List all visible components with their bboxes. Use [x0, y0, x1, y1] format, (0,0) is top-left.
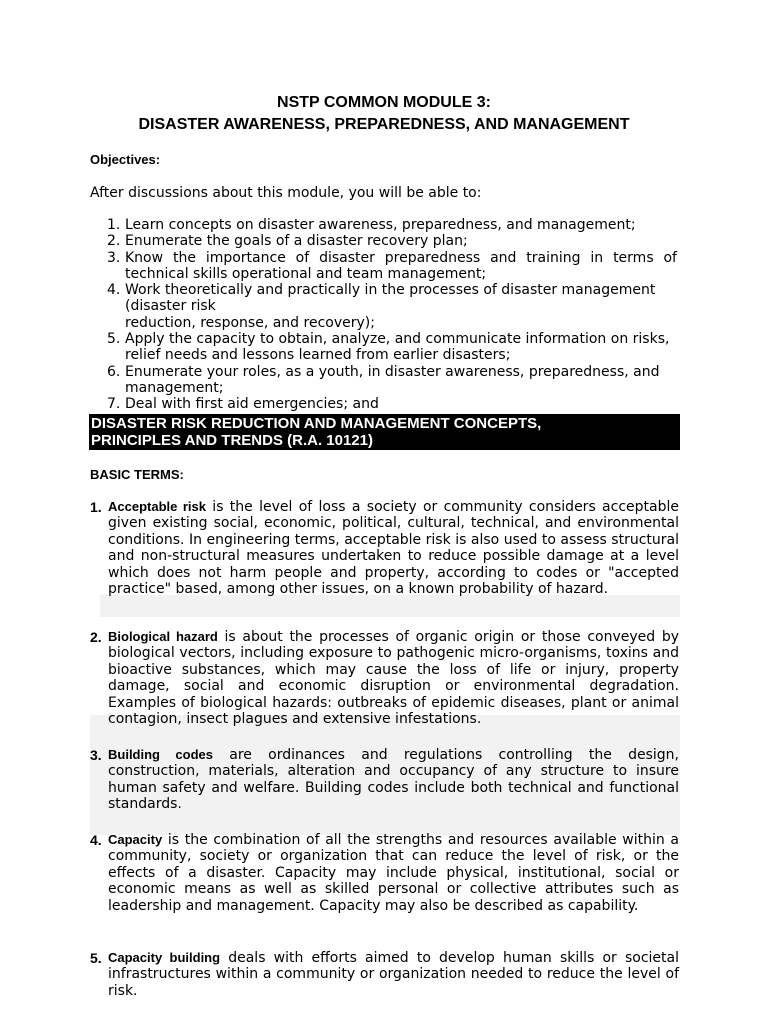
objective-number: 3.	[107, 249, 121, 266]
term-name: Acceptable risk	[108, 499, 206, 514]
section-heading-line-1: DISASTER RISK REDUCTION AND MANAGEMENT CONCEPTS,	[91, 415, 542, 432]
objective-item	[107, 217, 677, 233]
term-entry	[90, 499, 679, 597]
objective-text: Enumerate the goals of a disaster recovery plan;	[125, 233, 468, 250]
term-name: Capacity building	[108, 950, 221, 965]
objective-item	[107, 282, 677, 315]
section-heading-bar	[89, 414, 680, 450]
objectives-intro: After discussions about this module, you will be able to:	[90, 185, 482, 201]
objective-item	[107, 233, 677, 249]
objective-number: 2.	[107, 233, 121, 250]
term-definition: is the combination of all the strengths and resources available within a community, society or organization that can reduce the level of risk, or the effects of a disaster. Capacity may include physical, institutional, social or economic means as well as skilled personal or collective attributes such as leadership and management. Capacity may also be described as capability.	[108, 832, 679, 914]
objective-text: reduction, response, and recovery);	[125, 314, 375, 331]
objective-number: 1.	[107, 217, 121, 233]
objective-item	[107, 250, 677, 283]
page-shading	[100, 595, 680, 617]
objectives-heading: Objectives:	[90, 152, 161, 167]
term-number: 2.	[90, 629, 102, 645]
term-definition: are ordinances and regulations controlling the design, construction, materials, alteration and occupancy of any structure to insure human safety and welfare. Building codes include both technical and functional standards.	[108, 747, 680, 813]
objective-text: Deal with first aid emergencies; and	[125, 396, 379, 413]
objective-text: Learn concepts on disaster awareness, preparedness, and management;	[125, 217, 636, 233]
term-entry	[90, 832, 679, 914]
term-body	[108, 832, 679, 914]
document-title-line-2: DISASTER AWARENESS, PREPAREDNESS, AND MANAGEMENT	[138, 116, 630, 133]
term-body	[108, 950, 679, 999]
term-name: Building codes	[108, 747, 213, 762]
basic-terms-heading: BASIC TERMS:	[90, 467, 184, 482]
term-definition: is about the processes of organic origin or those conveyed by biological vectors, including exposure to pathogenic micro-organisms, toxins and bioactive substances, which may cause the loss of life or injury, property damage, social and economic disruption or environmental degradation. Examples of biological hazards: outbreaks of epidemic diseases, plant or animal contagion, insect plagues and extensive infestations.	[108, 629, 679, 728]
term-entry	[90, 629, 679, 727]
objective-number: 7.	[107, 396, 121, 413]
objective-item	[107, 331, 677, 364]
objective-item	[107, 396, 677, 412]
objective-number: 5.	[107, 331, 121, 348]
term-definition: deals with efforts aimed to develop human skills or societal infrastructures within a community or organization needed to reduce the level of risk.	[108, 950, 679, 999]
document-title-line-1: NSTP COMMON MODULE 3:	[277, 94, 491, 111]
term-name: Biological hazard	[108, 629, 218, 644]
objectives-list	[107, 217, 677, 413]
objective-text: Know the importance of disaster preparedness and training in terms of technical skills operational and team management;	[125, 249, 677, 282]
objective-number: 6.	[107, 363, 121, 380]
objective-text: Work theoretically and practically in the processes of disaster management (disaster risk	[125, 282, 656, 315]
term-number: 3.	[90, 747, 102, 763]
term-number: 4.	[90, 832, 102, 848]
term-body	[108, 499, 679, 597]
term-number: 5.	[90, 950, 102, 966]
objective-number: 4.	[107, 282, 121, 299]
term-entry	[90, 950, 679, 999]
objective-text: Enumerate your roles, as a youth, in disaster awareness, preparedness, and management;	[125, 363, 660, 396]
section-heading-line-2: PRINCIPLES AND TRENDS (R.A. 10121)	[91, 432, 373, 449]
term-entry	[90, 747, 679, 813]
term-body	[108, 629, 679, 727]
term-name: Capacity	[108, 832, 163, 847]
term-number: 1.	[90, 499, 102, 515]
term-body	[108, 747, 679, 813]
term-definition: is the level of loss a society or community considers acceptable given existing social, economic, political, cultural, technical, and environmental conditions. In engineering terms, acceptable risk is also used to assess structural and non-structural measures undertaken to reduce possible damage at a level which does not harm people and property, according to codes or "accepted practice" based, among other issues, on a known probability of hazard.	[108, 499, 679, 598]
objective-item-continuation	[107, 315, 677, 331]
objective-item	[107, 364, 677, 397]
objective-text: Apply the capacity to obtain, analyze, and communicate information on risks, relief needs and lessons learned from earlier disasters;	[125, 331, 670, 364]
